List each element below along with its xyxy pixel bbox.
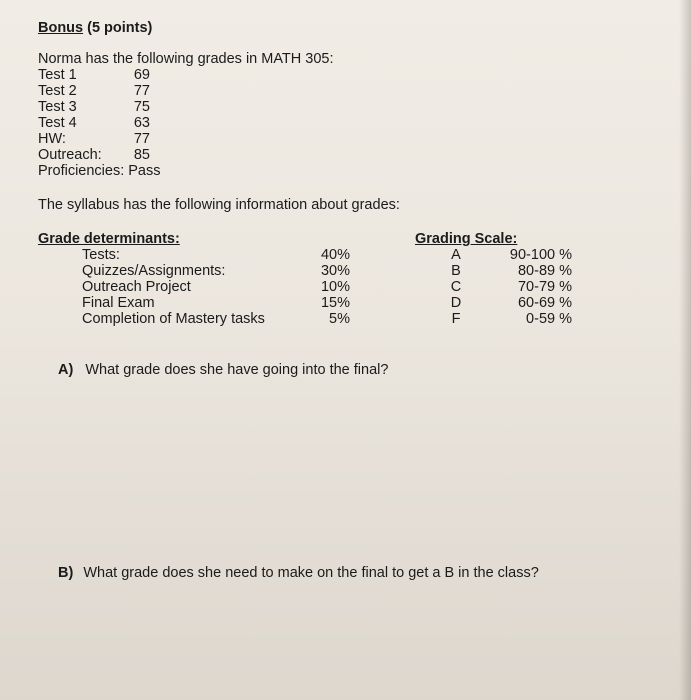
grade-value: 77 [133,83,150,99]
determinants-heading: Grade determinants: [38,231,180,247]
syllabus-intro: The syllabus has the following information about grades: [38,197,400,213]
page-shadow [679,0,691,700]
determinant-weight: 10% [320,279,350,295]
determinant-weight: 40% [320,247,350,263]
scale-range: 0-59 % [526,311,572,327]
determinant-weight: 15% [320,295,350,311]
grade-label: HW: [38,131,66,147]
bonus-label: Bonus [38,20,84,36]
grade-value: 77 [133,131,150,147]
determinant-weight: 30% [320,263,350,279]
determinant-label: Tests: [82,247,120,263]
grade-label: Outreach: [38,147,102,163]
bonus-points: (5 points) [83,20,153,36]
intro-text: Norma has the following grades in MATH 305: [38,51,334,67]
question-a-label: A) [58,362,74,378]
scale-letter: B [451,263,461,279]
grade-label: Test 3 [38,99,77,115]
grade-label: Test 1 [38,67,77,83]
question-b-text: What grade does she need to make on the final to get a B in the class? [83,565,539,581]
bonus-title [38,20,152,36]
determinant-label: Outreach Project [82,279,191,295]
determinant-label: Quizzes/Assignments: [82,263,226,279]
grade-value: 69 [133,67,150,83]
proficiencies-line: Proficiencies: Pass [38,163,161,179]
scale-letter: F [451,311,461,327]
determinant-weight: 5% [329,311,350,327]
grade-value: 85 [133,147,150,163]
scale-letter: A [451,247,461,263]
grade-value: 75 [133,99,150,115]
scale-letter: C [450,279,462,295]
question-b-label: B) [58,565,74,581]
grade-value: 63 [133,115,150,131]
scale-range: 60-69 % [517,295,572,311]
scale-heading: Grading Scale: [415,231,518,247]
determinant-label: Final Exam [82,295,155,311]
scale-range: 80-89 % [517,263,572,279]
determinant-label: Completion of Mastery tasks [82,311,265,327]
question-a [58,362,388,378]
question-b [58,565,539,581]
grade-label: Test 2 [38,83,77,99]
scale-range: 70-79 % [517,279,572,295]
grade-label: Test 4 [38,115,77,131]
scale-range: 90-100 % [509,247,572,263]
scale-letter: D [450,295,462,311]
question-a-text: What grade does she have going into the final? [85,362,389,378]
